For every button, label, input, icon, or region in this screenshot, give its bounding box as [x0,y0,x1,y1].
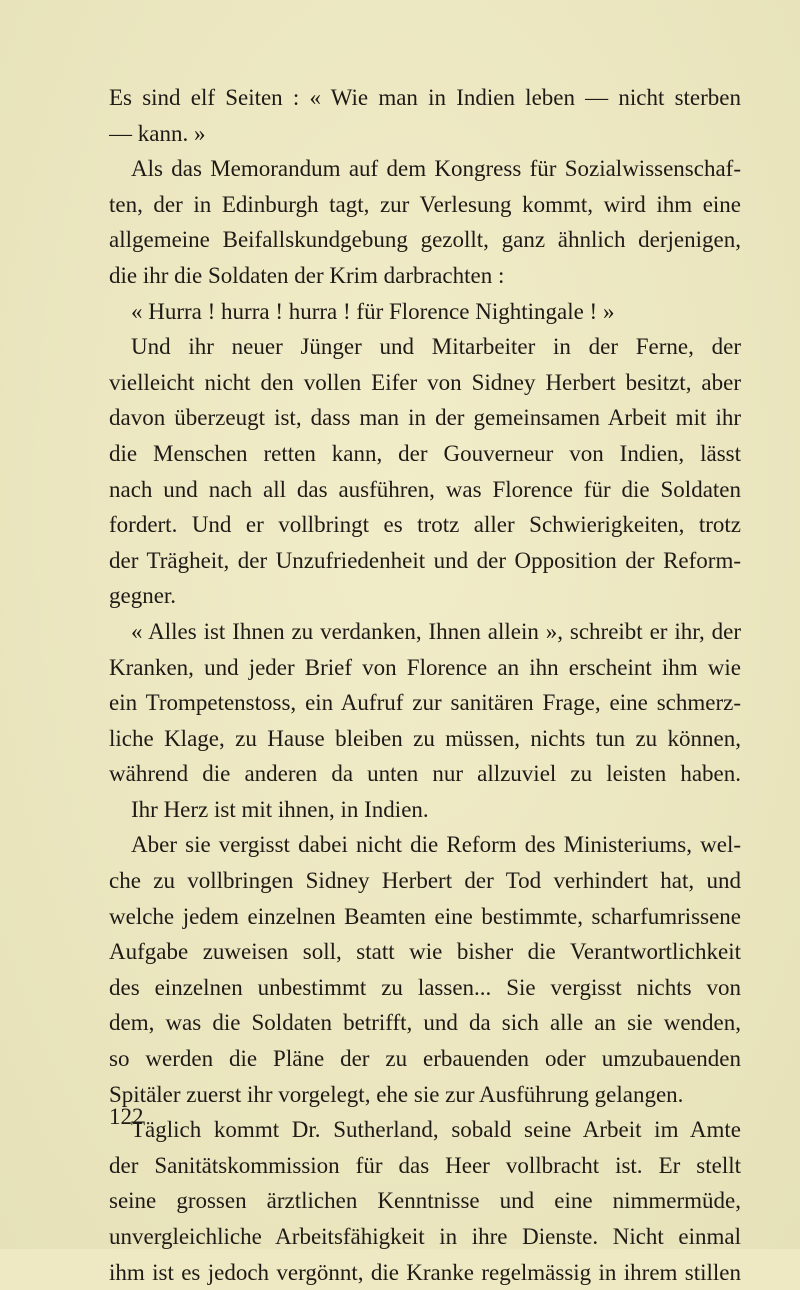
text-line: ein Trompetenstoss, ein Aufruf zur sanitären Frage, eine schmerz- [109,690,741,716]
paragraph-start-line: Als das Memorandum auf dem Kongress für Sozialwissenschaf- [131,156,741,182]
text-line: der Trägheit, der Unzufriedenheit und der Opposition der Reform- [109,547,741,573]
text-line: ihm ist es jedoch vergönnt, die Kranke regelmässig in ihrem stillen [109,1259,741,1285]
text-line: liche Klage, zu Hause bleiben zu müssen, nichts tun zu können, [109,725,741,751]
text-line: Spitäler zuerst ihr vorgelegt, ehe sie zur Ausführung gelangen. [109,1081,684,1107]
text-line: die Menschen retten kann, der Gouverneur von Indien, lässt [109,440,741,466]
body-text [109,80,741,1290]
page-number: 122 [109,1104,144,1129]
paragraph-start-line: Aber sie vergisst dabei nicht die Reform des Ministeriums, wel- [131,832,741,858]
text-line: fordert. Und er vollbringt es trotz aller Schwierigkeiten, trotz [109,512,741,538]
text-line: unvergleichliche Arbeitsfähigkeit in ihre Dienste. Nicht einmal [109,1224,741,1249]
text-line: die ihr die Soldaten der Krim darbrachten : [109,262,505,288]
text-line: — kann. » [109,120,206,146]
text-line: dem, was die Soldaten betrifft, und da sich alle an sie wenden, [109,1010,741,1036]
paragraph-start-line: Ihr Herz ist mit ihnen, in Indien. [131,796,429,822]
paragraph-start-line: Und ihr neuer Jünger und Mitarbeiter in der Ferne, der [131,334,741,360]
text-line: Kranken, und jeder Brief von Florence an ihn erscheint ihm wie [109,654,741,680]
text-line: allgemeine Beifallskundgebung gezollt, ganz ähnlich derjenigen, [109,227,741,253]
paragraph-start-line: Täglich kommt Dr. Sutherland, sobald seine Arbeit im Amte [131,1117,741,1143]
text-line: Es sind elf Seiten : « Wie man in Indien leben — nicht sterben [109,85,741,110]
text-line: seine grossen ärztlichen Kenntnisse und eine nimmermüde, [109,1188,741,1214]
text-line: ten, der in Edinburgh tagt, zur Verlesung kommt, wird ihm eine [109,191,741,217]
text-line: gegner. [109,583,177,609]
text-line: welche jedem einzelnen Beamten eine bestimmte, scharfumrissene [109,903,741,929]
text-line: nach und nach all das ausführen, was Florence für die Soldaten [109,476,741,502]
text-line: vielleicht nicht den vollen Eifer von Sidney Herbert besitzt, aber [109,369,741,395]
text-line: der Sanitätskommission für das Heer vollbracht ist. Er stellt [109,1152,741,1178]
paragraph-start-line: « Alles ist Ihnen zu verdanken, Ihnen allein », schreibt er ihr, der [131,618,741,644]
text-line: während die anderen da unten nur allzuviel zu leisten haben. [109,761,741,787]
quote-line: « Hurra ! hurra ! hurra ! für Florence Nightingale ! » [131,298,615,324]
text-line: che zu vollbringen Sidney Herbert der Tod verhindert hat, und [109,868,741,894]
text-line: Aufgabe zuweisen soll, statt wie bisher die Verantwortlichkeit [109,939,741,965]
text-line: davon überzeugt ist, dass man in der gemeinsamen Arbeit mit ihr [109,405,741,431]
text-line: des einzelnen unbestimmt zu lassen... Sie vergisst nichts von [109,974,741,1000]
text-line: so werden die Pläne der zu erbauenden oder umzubauenden [109,1046,741,1072]
